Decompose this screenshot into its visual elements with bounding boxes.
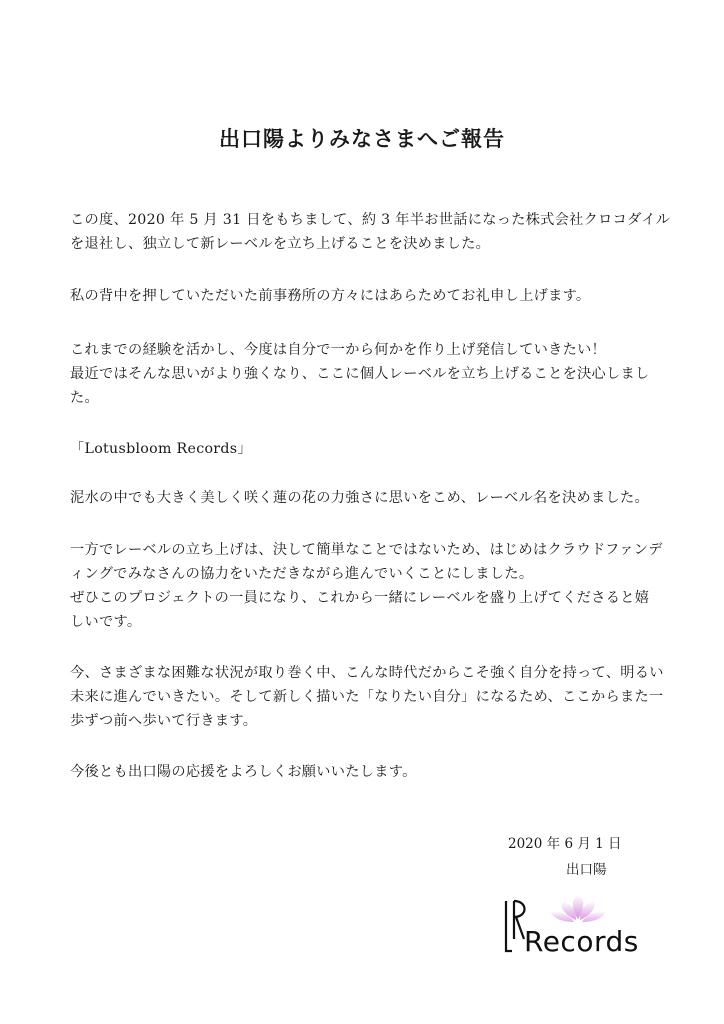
paragraph-decision [70,338,660,410]
paragraph-line: を退社し、独立して新レーベルを立ち上げることを決めました。 [70,236,491,252]
paragraph-line: これまでの経験を活かし、今度は自分で一から何かを作り上げ発信していきたい！ [70,342,607,358]
paragraph-closing [70,760,660,784]
paragraph-crowdfunding [70,538,663,634]
paragraph-label-name [70,437,660,461]
paragraph-line: 今、さまざまな困難な状況が取り巻く中、こんな時代だからこそ強く自分を持って、明るい [70,665,664,681]
paragraph-line: 泥水の中でも大きく美しく咲く蓮の花の力強さに思いをこめ、レーベル名を決めました。 [70,490,649,506]
letter-signature: 出口陽 [566,862,607,878]
paragraph-line: しいです。 [70,614,142,630]
letter-date: 2020 年 6 月 1 日 [508,836,622,852]
paragraph-future [70,661,664,733]
paragraph-resignation [70,208,671,256]
paragraph-line: 最近ではそんな思いがより強くなり、ここに個人レーベルを立ち上げることを決心しまし [70,366,650,382]
lr-mark [506,901,525,951]
lotus-flower-icon [500,895,640,959]
paragraph-label-meaning [70,486,660,510]
page-title: 出口陽よりみなさまへご報告 [219,126,505,151]
paragraph-line: 今後とも出口陽の応援をよろしくお願いいたします。 [70,764,417,780]
paragraph-line: 「Lotusbloom Records」 [70,441,252,457]
lotus-petals [550,895,606,922]
paragraph-line: 私の背中を押していただいた前事務所の方々にはあらためてお礼申し上げます。 [70,288,591,304]
paragraph-line: 一方でレーベルの立ち上げは、決して簡単なことではないため、はじめはクラウドファンデ [70,542,663,558]
logo-text: Records [524,925,639,958]
paragraph-line: 未来に進んでいきたい。そして新しく描いた「なりたい自分」になるため、ここからまた一 [70,689,664,705]
paragraph-line: ぜひこのプロジェクトの一員になり、これから一緒にレーベルを盛り上げてくださると嬉 [70,590,650,606]
paragraph-thanks [70,284,660,308]
paragraph-line: た。 [70,390,99,406]
lotusbloom-records-logo [500,895,640,959]
paragraph-line: この度、2020 年 5 月 31 日をもちまして、約 3 年半お世話になった株式会社クロコダイル [70,212,671,228]
paragraph-line: ィングでみなさんの協力をいただきながら進んでいくことにしました。 [70,566,534,582]
paragraph-line: 歩ずつ前へ歩いて行きます。 [70,713,258,729]
